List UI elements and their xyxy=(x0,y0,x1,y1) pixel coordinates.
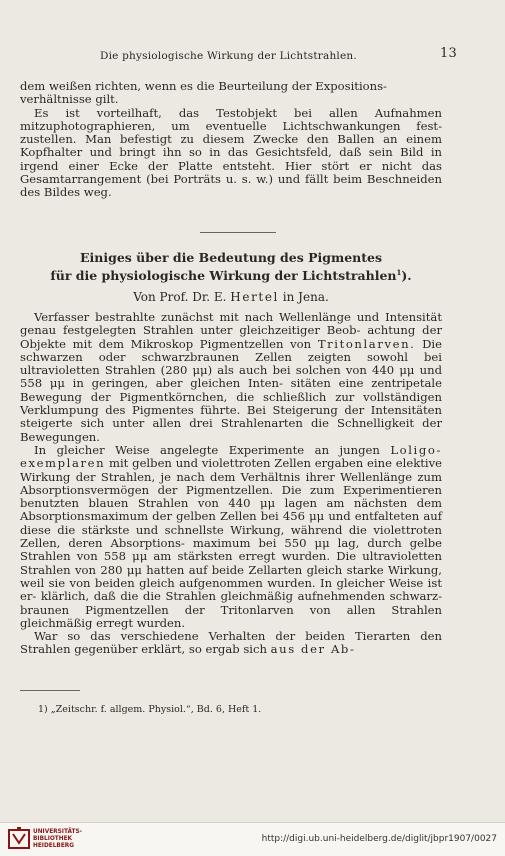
footnote-mark: 1 xyxy=(396,268,402,277)
body-paragraph-3: War so das verschiedene Verhalten der beiden Tierarten den Strahlen gegenüber erklärt, so ergab sich aus der Ab- xyxy=(20,629,442,657)
permalink-url[interactable]: http://digi.ub.uni-heidelberg.de/diglit/jbpr1907/0027 xyxy=(261,834,497,844)
intro-text xyxy=(20,80,442,200)
footnote-rule xyxy=(20,690,80,691)
viewer-footer xyxy=(0,822,505,856)
intro-line-1: dem weißen richten, wenn es die Beurteilung der Expositions- xyxy=(20,79,387,93)
intro-paragraph: Es ist vorteilhaft, das Testobjekt bei allen Aufnahmen mitzuphotographieren, um eventuelle Lichtschwankungen fest- zustellen. Man befestigt zu diesem Zwecke den Ballen an einem Kopfhalter und bringt ihn so in das Gesichtsfeld, daß sein Bild in irgend einer Ecke der Platte entsteht. Hier stört er nicht das Gesamtarrangement (bei Porträts u. s. w.) und fällt beim Beschneiden des Bildes weg. xyxy=(20,105,442,200)
intro-line-2: verhältnisse gilt. xyxy=(20,92,119,107)
author-line: Von Prof. Dr. E. Hertel in Jena. xyxy=(133,290,329,304)
page-number: 13 xyxy=(440,46,457,61)
body-paragraph-1: Verfasser bestrahlte zunächst mit nach Wellenlänge und Intensität genau festgelegten Strahlen unter gleichzeitiger Beob- achtung der Objekte mit dem Mikroskop Pigmentzellen von Tritonlarven. Die schwarzen oder schwarzbraunen Zellen zeigten sowohl bei ultravioletten Strahlen (280 μμ) als auch bei solchen von 440 μμ und 558 μμ in geringen, aber gleichen Inten- sitäten eine zentripetale Bewegung der Pigmentkörnchen, die schließlich zur vollständigen Verklumpung des Pigmentes führte. Bei Steigerung der Intensitäten steigerte sich unter allen drei Strahlenarten die Schnelligkeit der Bewegungen. xyxy=(20,310,442,444)
running-title: Die physiologische Wirkung der Lichtstrahlen. xyxy=(100,50,357,62)
footnote: 1) „Zeitschr. f. allgem. Physiol.“, Bd. 6, Heft 1. xyxy=(38,704,262,715)
author-name: Hertel xyxy=(230,290,279,304)
article-heading xyxy=(20,250,442,283)
university-library-logo-icon xyxy=(8,827,30,851)
section-divider xyxy=(200,232,276,233)
heading-line-2: für die physiologische Wirkung der Lichtstrahlen$^1$). xyxy=(50,268,412,284)
article-body xyxy=(20,311,442,657)
heading-line-1: Einiges über die Bedeutung des Pigmentes xyxy=(79,250,383,265)
body-paragraph-2: In gleicher Weise angelegte Experimente an jungen Loligo- exemplaren mit gelben und violettroten Zellen ergaben eine elektive Wirkung der Strahlen, je nach dem Verhältnis ihrer Wellenlänge zum Absorptionsvermögen der Pigmentzellen. Die zum Experimentieren benutzten blauen Strahlen von 440 μμ lagen am nächsten dem Absorptionsmaximum der gelben Zellen bei 456 μμ und entfalteten auf diese die stärkste und schnellste Wirkung, während die violettroten Zellen, deren Absorptions- maximum bei 550 μμ lag, durch gelbe Strahlen von 558 μμ am stärksten erregt wurden. Die ultravioletten Strahlen von 280 μμ hatten auf beide Zellarten gleich starke Wirkung, weil sie von beiden gleich aufgenommen wurden. In gleicher Weise ist er- klärlich, daß die die Strahlen gleichmäßig aufnehmenden schwarz- braunen Pigmentzellen der Tritonlarven von allen Strahlen gleichmäßig erregt wurden. xyxy=(20,442,442,630)
library-logo-text: UNIVERSITÄTS- BIBLIOTHEK HEIDELBERG xyxy=(33,829,83,849)
